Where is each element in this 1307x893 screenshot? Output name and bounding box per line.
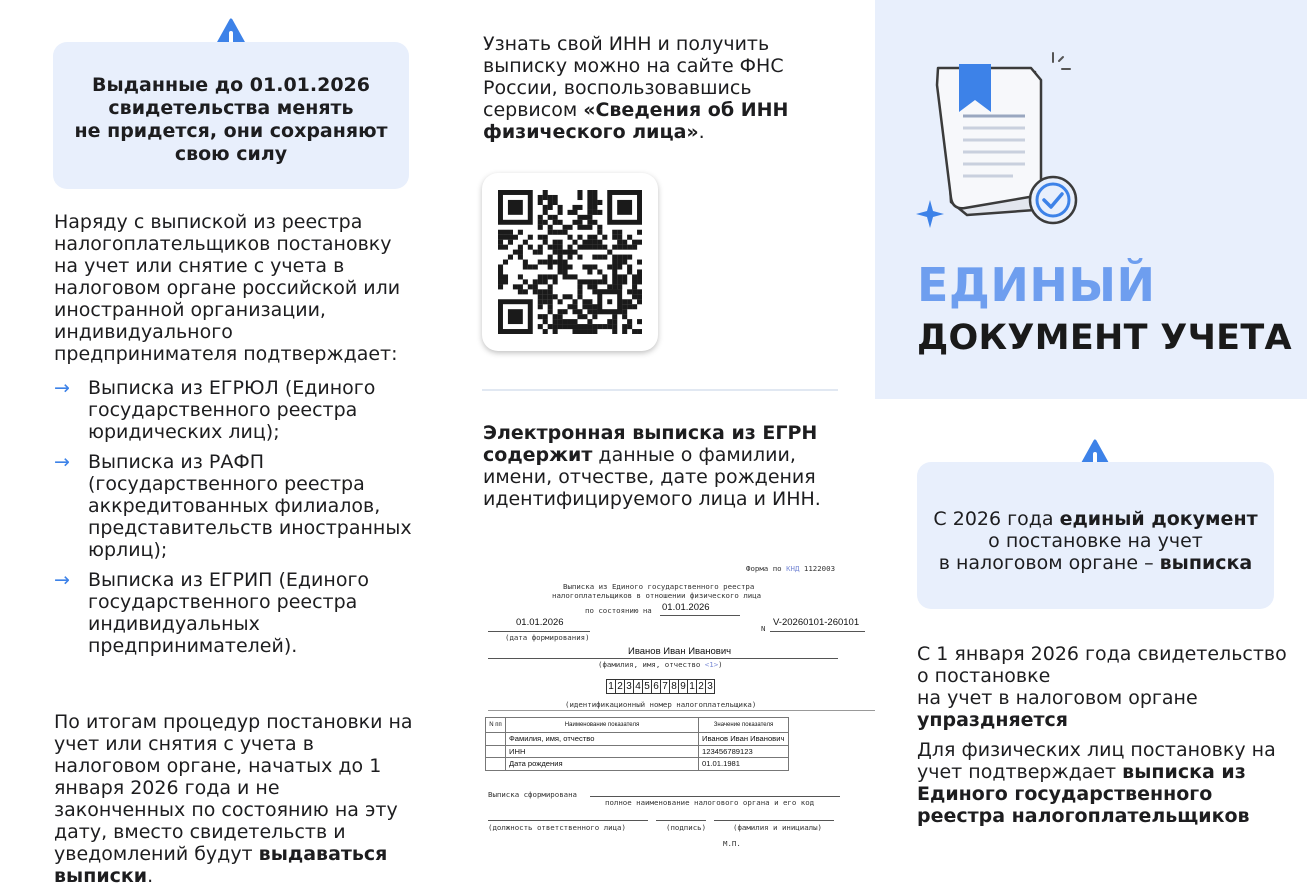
rule (488, 658, 838, 659)
divider (482, 389, 838, 391)
name-label: (фамилия и инициалы) (733, 823, 822, 832)
form-table (485, 717, 789, 771)
table-cell: 01.01.1981 (699, 758, 789, 771)
page-title-line-2: ДОКУМЕНТ УЧЕТА (917, 318, 1292, 358)
inn-digit: 3 (705, 679, 715, 694)
rule (488, 820, 648, 821)
fio-label-text: (фамилия, имя, отчество (598, 660, 701, 669)
fio-label-close: ) (718, 660, 723, 669)
notice-box-certificates-valid (53, 42, 409, 189)
inn-cells (607, 679, 715, 694)
table-cell: ИНН (506, 745, 699, 758)
inn-digit: 7 (660, 679, 670, 694)
formed-date: 01.01.2026 (516, 617, 564, 628)
form-okud: КНД (786, 564, 800, 573)
notice-line: Выданные до 01.01.2026 (92, 74, 370, 96)
rule (488, 631, 590, 632)
as-of-label: по состоянию на (585, 606, 652, 615)
number-sign: N (761, 624, 766, 633)
rule (590, 796, 840, 797)
table-cell (486, 733, 506, 746)
table-header: N пп (486, 718, 506, 733)
notice-bold: выписка (1159, 552, 1253, 574)
table-row (486, 745, 789, 758)
list-item (54, 378, 414, 443)
fio-value: Иванов Иван Иванович (628, 646, 732, 657)
notice-line: не придется, они сохраняют (74, 120, 388, 142)
individuals-bold: выписка из Единого государственного реестра налогоплательщиков (917, 761, 1250, 827)
form-heading-2: налогоплательщиков в отношении физического лица (552, 591, 762, 600)
result-paragraph (54, 711, 414, 887)
table-header: Значение показателя (699, 718, 789, 733)
list-item (54, 570, 414, 657)
inn-digit: 2 (615, 679, 625, 694)
qr-code-card[interactable] (482, 173, 658, 351)
page-title-line-1: ЕДИНЫЙ (917, 258, 1156, 312)
inn-digit: 6 (651, 679, 661, 694)
egrn-bold: Электронная выписка из ЕГРН содержит (483, 422, 818, 466)
individuals-text: Для физических лиц постановку на учет подтверждает (917, 739, 1276, 783)
sparkle-icon (916, 200, 944, 228)
notice-text: о постановке на учет (988, 530, 1203, 552)
notice-text: С 2026 года (933, 508, 1060, 530)
rule (660, 615, 740, 616)
table-row (486, 758, 789, 771)
extract-title: Выписка из ЕГРЮЛ (88, 377, 279, 399)
table-cell: Иванов Иван Иванович (699, 733, 789, 746)
formed-label: (дата формирования) (505, 633, 590, 642)
notice-bold: единый документ (1059, 508, 1258, 530)
inn-digit: 3 (624, 679, 634, 694)
rule (656, 820, 706, 821)
as-of-date: 01.01.2026 (662, 602, 710, 613)
extract-title: Выписка из РАФП (88, 451, 265, 474)
result-text: По итогам процедур постановки на учет или снятия с учета в налоговом органе, начатых до 1 января 2026 года и не законченных по состоянию на эту дату, вместо свидетельств и уведомлений будут (54, 711, 413, 865)
table-cell: Дата рождения (506, 758, 699, 771)
fns-service-name: «Сведения об ИНН физического лица» (483, 99, 789, 143)
fns-end: . (698, 121, 705, 143)
result-bold: выдаваться выписки (54, 843, 388, 887)
table-cell: 123456789123 (699, 745, 789, 758)
sign-label: (подпись) (666, 823, 707, 832)
document-icon (913, 50, 1083, 230)
extract-desc: (Единого государственного реестра юридических лиц); (88, 377, 376, 443)
extract-title: Выписка из ЕГРИП (88, 569, 273, 592)
extract-list (54, 378, 414, 667)
fio-label (598, 660, 723, 669)
table-cell (486, 758, 506, 771)
table-header: Наименование показателя (506, 718, 699, 733)
table-cell: Фамилия, имя, отчество (506, 733, 699, 746)
inn-digit: 1 (606, 679, 616, 694)
inn-digit: 4 (633, 679, 643, 694)
extract-desc: (государственного реестра аккредитованных филиалов, представительств иностранных юрлиц); (88, 473, 412, 561)
notice-line: свидетельства менять (108, 97, 354, 119)
abolish-bold: упраздняется (917, 709, 1069, 731)
fns-text: Узнать свой ИНН и получить выписку можно на сайте ФНС России, воспользовавшись сервисом (483, 33, 784, 121)
inn-digit: 8 (669, 679, 679, 694)
form-heading-1: Выписка из Единого государственного реестра (563, 582, 755, 591)
stamp-label: М.П. (723, 839, 741, 848)
result-end: . (147, 865, 154, 887)
abolish-line: С 1 января 2026 года свидетельство о постановке (917, 643, 1287, 687)
notice-line: свою силу (174, 143, 288, 165)
extract-desc: (Единого государственного реестра индивидуальных предпринимателей). (88, 569, 370, 657)
arrow-right-icon: → (54, 451, 70, 474)
form-prefix: Форма по (746, 564, 782, 573)
list-item (54, 452, 414, 561)
notice-line (917, 552, 1274, 574)
arrow-right-icon: → (54, 377, 70, 399)
position-label: (должность ответственного лица) (488, 823, 626, 832)
table-header-row (486, 718, 789, 733)
extract-number: V-20260101-260101 (773, 617, 860, 628)
formed-by-label: Выписка сформирована (488, 790, 577, 799)
fns-paragraph (483, 33, 823, 143)
table-cell (486, 745, 506, 758)
notice-box-single-document (917, 462, 1274, 609)
rule (488, 710, 875, 711)
intro-paragraph: Наряду с выпиской из реестра налогоплательщиков постановку на учет или снятие с учета в налоговом органе российской или иностранной организации, индивидуального предпринимателя подтверждает: (54, 211, 401, 365)
sample-extract-form (480, 560, 875, 855)
rule (714, 820, 834, 821)
inn-label: (идентификационный номер налогоплательщика) (565, 700, 757, 709)
abolish-paragraph (917, 643, 1292, 731)
check-icon (1030, 177, 1076, 223)
inn-digit: 9 (678, 679, 688, 694)
notice-line (917, 530, 1274, 552)
inn-digit: 1 (687, 679, 697, 694)
individuals-paragraph (917, 739, 1292, 827)
notice-text: в налоговом органе – (938, 552, 1160, 574)
table-row (486, 733, 789, 746)
rule (770, 631, 865, 632)
inn-digit: 2 (696, 679, 706, 694)
inn-digit: 5 (642, 679, 652, 694)
arrow-right-icon: → (54, 569, 70, 592)
egrn-paragraph (483, 422, 828, 510)
qr-code (498, 190, 642, 334)
fio-note: <1> (704, 660, 719, 669)
egrn-text: данные о фамилии, имени, отчестве, дате рождения идентифицируемого лица и ИНН. (483, 444, 821, 510)
notice-line (917, 508, 1274, 530)
org-label: полное наименование налогового органа и его код (605, 798, 815, 807)
abolish-line: на учет в налоговом органе (917, 687, 1198, 709)
form-code: 1122003 (803, 564, 836, 573)
form-code-line (746, 564, 835, 573)
